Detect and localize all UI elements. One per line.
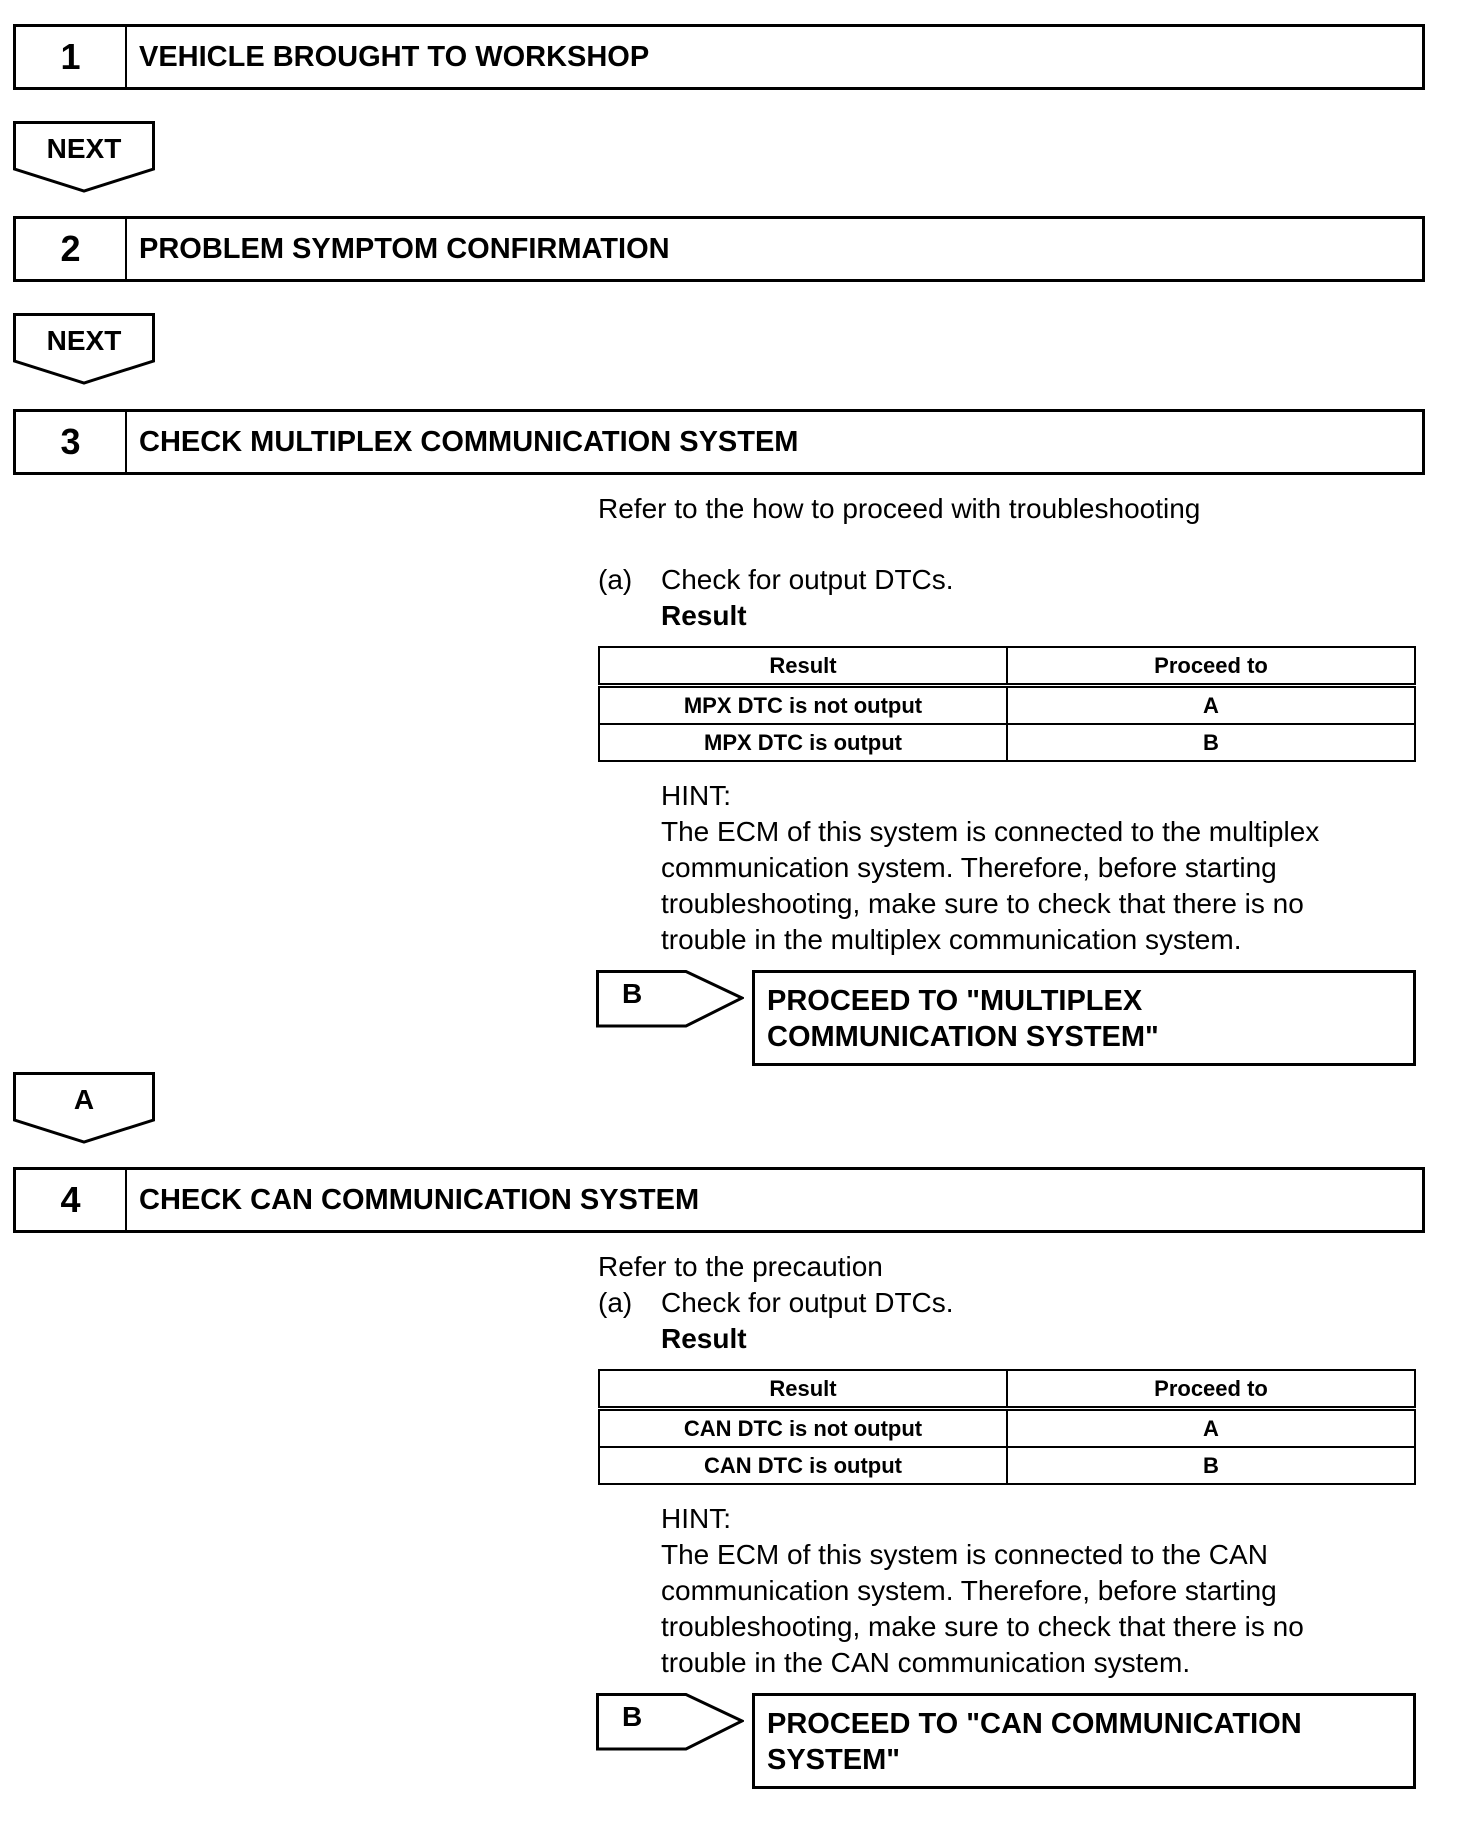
step-3-refer: Refer to the how to proceed with troubleshooting <box>598 493 1201 524</box>
a-label: A <box>73 1084 95 1115</box>
step-number: 3 <box>16 412 127 472</box>
table-header-cell: Proceed to <box>1007 647 1415 686</box>
table-cell: MPX DTC is output <box>599 724 1007 761</box>
table-header-cell: Proceed to <box>1007 1370 1415 1409</box>
b-label: B <box>622 978 643 1009</box>
step-3-item-text: Check for output DTCs. <box>661 564 954 595</box>
table-header-cell: Result <box>599 647 1007 686</box>
proceed-line: COMMUNICATION SYSTEM" <box>767 1021 1159 1053</box>
step-3-result-table <box>598 646 1416 762</box>
next-arrow-2 <box>13 313 155 385</box>
b-label: B <box>622 1701 643 1732</box>
right-arrow-icon <box>596 970 744 1030</box>
step-title: PROBLEM SYMPTOM CONFIRMATION <box>139 232 670 265</box>
proceed-line: SYSTEM" <box>767 1744 900 1776</box>
table-row <box>599 686 1415 725</box>
step-3-b-pointer <box>596 970 744 1030</box>
step-title: CHECK MULTIPLEX COMMUNICATION SYSTEM <box>139 425 799 458</box>
step-3-item-marker: (a) <box>598 564 633 595</box>
right-arrow-icon <box>596 1693 744 1753</box>
step-4-hint-label: HINT: <box>661 1503 731 1534</box>
step-3-hint-line: The ECM of this system is connected to the multiplex <box>661 816 1320 847</box>
next-label: NEXT <box>46 133 122 164</box>
step-3-header <box>13 409 1425 475</box>
table-cell: CAN DTC is output <box>599 1447 1007 1484</box>
table-header-cell: Result <box>599 1370 1007 1409</box>
step-3-hint-label: HINT: <box>661 780 731 811</box>
table-row <box>599 1447 1415 1484</box>
step-4-header <box>13 1167 1425 1233</box>
step-4-hint-line: communication system. Therefore, before starting <box>661 1575 1277 1606</box>
step-3-proceed-box <box>752 970 1416 1066</box>
step-3-hint-line: trouble in the multiplex communication system. <box>661 924 1242 955</box>
step-title: VEHICLE BROUGHT TO WORKSHOP <box>139 40 650 73</box>
proceed-line: PROCEED TO "CAN COMMUNICATION <box>767 1708 1302 1740</box>
table-cell: B <box>1007 724 1415 761</box>
step-1-header <box>13 24 1425 90</box>
step-4-result-table <box>598 1369 1416 1485</box>
step-4-hint-line: The ECM of this system is connected to the CAN <box>661 1539 1268 1570</box>
step-4-hint-line: trouble in the CAN communication system. <box>661 1647 1191 1678</box>
step-2-header <box>13 216 1425 282</box>
table-cell: B <box>1007 1447 1415 1484</box>
a-arrow <box>13 1072 155 1144</box>
step-title: CHECK CAN COMMUNICATION SYSTEM <box>139 1183 700 1216</box>
table-row <box>599 724 1415 761</box>
step-3-hint-line: communication system. Therefore, before starting <box>661 852 1277 883</box>
step-3-hint-line: troubleshooting, make sure to check that there is no <box>661 888 1304 919</box>
step-4-b-pointer <box>596 1693 744 1753</box>
step-4-result-heading: Result <box>661 1323 747 1354</box>
proceed-line: PROCEED TO "MULTIPLEX <box>767 985 1143 1017</box>
table-cell: A <box>1007 686 1415 725</box>
step-number: 1 <box>16 27 127 87</box>
step-number: 2 <box>16 219 127 279</box>
step-4-item-marker: (a) <box>598 1287 633 1318</box>
table-cell: A <box>1007 1409 1415 1448</box>
table-header-row <box>599 1370 1415 1409</box>
table-cell: CAN DTC is not output <box>599 1409 1007 1448</box>
step-4-item-text: Check for output DTCs. <box>661 1287 954 1318</box>
step-3-result-heading: Result <box>661 600 747 631</box>
next-arrow-1 <box>13 121 155 193</box>
step-4-hint-line: troubleshooting, make sure to check that there is no <box>661 1611 1304 1642</box>
table-header-row <box>599 647 1415 686</box>
table-row <box>599 1409 1415 1448</box>
step-4-refer: Refer to the precaution <box>598 1251 883 1282</box>
step-number: 4 <box>16 1170 127 1230</box>
next-label: NEXT <box>46 325 122 356</box>
table-cell: MPX DTC is not output <box>599 686 1007 725</box>
step-4-proceed-box <box>752 1693 1416 1789</box>
